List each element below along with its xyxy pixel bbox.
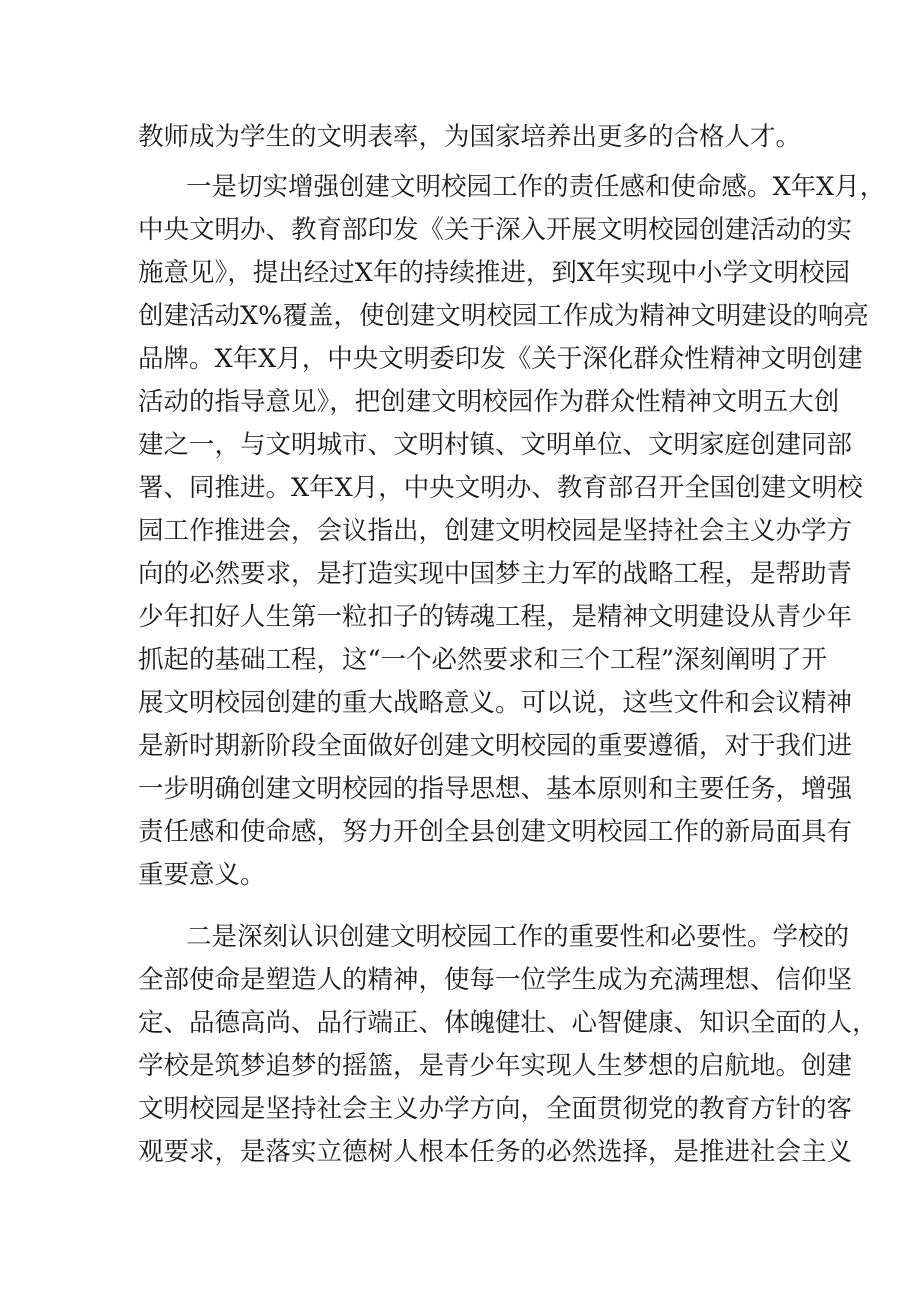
- paragraph-line: 少年扣好人生第一粒扣子的铸魂工程，是精神文明建设从青少年: [138, 602, 853, 632]
- paragraph-line: 二是深刻认识创建文明校园工作的重要性和必要性。学校的: [186, 922, 850, 952]
- paragraph-line: 向的必然要求，是打造实现中国梦主力军的战略工程，是帮助青: [138, 559, 853, 589]
- paragraph-line: 中央文明办、教育部印发《关于深入开展文明校园创建活动的实: [138, 215, 853, 245]
- paragraph-line: 定、品德高尚、品行端正、体魄健壮、心智健康、知识全面的人，: [138, 1008, 878, 1038]
- paragraph-line: 园工作推进会，会议指出，创建文明校园是坚持社会主义办学方: [138, 516, 853, 546]
- paragraph-line: 活动的指导意见》，把创建文明校园作为群众性精神文明五大创: [138, 387, 840, 417]
- paragraph-line: 施意见》，提出经过X年的持续推进，到X年实现中小学文明校园: [138, 258, 851, 288]
- paragraph-line: 观要求，是落实立德树人根本任务的必然选择，是推进社会主义: [138, 1137, 853, 1167]
- paragraph-line: 创建活动X%覆盖，使创建文明校园工作成为精神文明建设的响亮: [138, 301, 869, 331]
- paragraph-line: 教师成为学生的文明表率，为国家培养出更多的合格人才。: [138, 122, 802, 152]
- paragraph-line: 一是切实增强创建文明校园工作的责任感和使命感。X年X月，: [186, 172, 886, 202]
- paragraph-line: 责任感和使命感，努力开创全县创建文明校园工作的新局面具有: [138, 817, 853, 847]
- paragraph-line: 学校是筑梦追梦的摇篮，是青少年实现人生梦想的启航地。创建: [138, 1051, 853, 1081]
- paragraph-line: 抓起的基础工程，这“一个必然要求和三个工程”深刻阐明了开: [138, 645, 828, 675]
- paragraph-line: 建之一，与文明城市、文明村镇、文明单位、文明家庭创建同部: [138, 430, 853, 460]
- paragraph-line: 展文明校园创建的重大战略意义。可以说，这些文件和会议精神: [138, 688, 853, 718]
- paragraph-line: 重要意义。: [138, 860, 266, 890]
- paragraph-line: 是新时期新阶段全面做好创建文明校园的重要遵循，对于我们进: [138, 731, 853, 761]
- paragraph-line: 署、同推进。X年X月，中央文明办、教育部召开全国创建文明校: [138, 473, 863, 503]
- paragraph-line: 品牌。X年X月，中央文明委印发《关于深化群众性精神文明创建: [138, 344, 863, 374]
- paragraph-line: 全部使命是塑造人的精神，使每一位学生成为充满理想、信仰坚: [138, 965, 853, 995]
- paragraph-line: 一步明确创建文明校园的指导思想、基本原则和主要任务，增强: [138, 774, 853, 804]
- paragraph-line: 文明校园是坚持社会主义办学方向，全面贯彻党的教育方针的客: [138, 1094, 853, 1124]
